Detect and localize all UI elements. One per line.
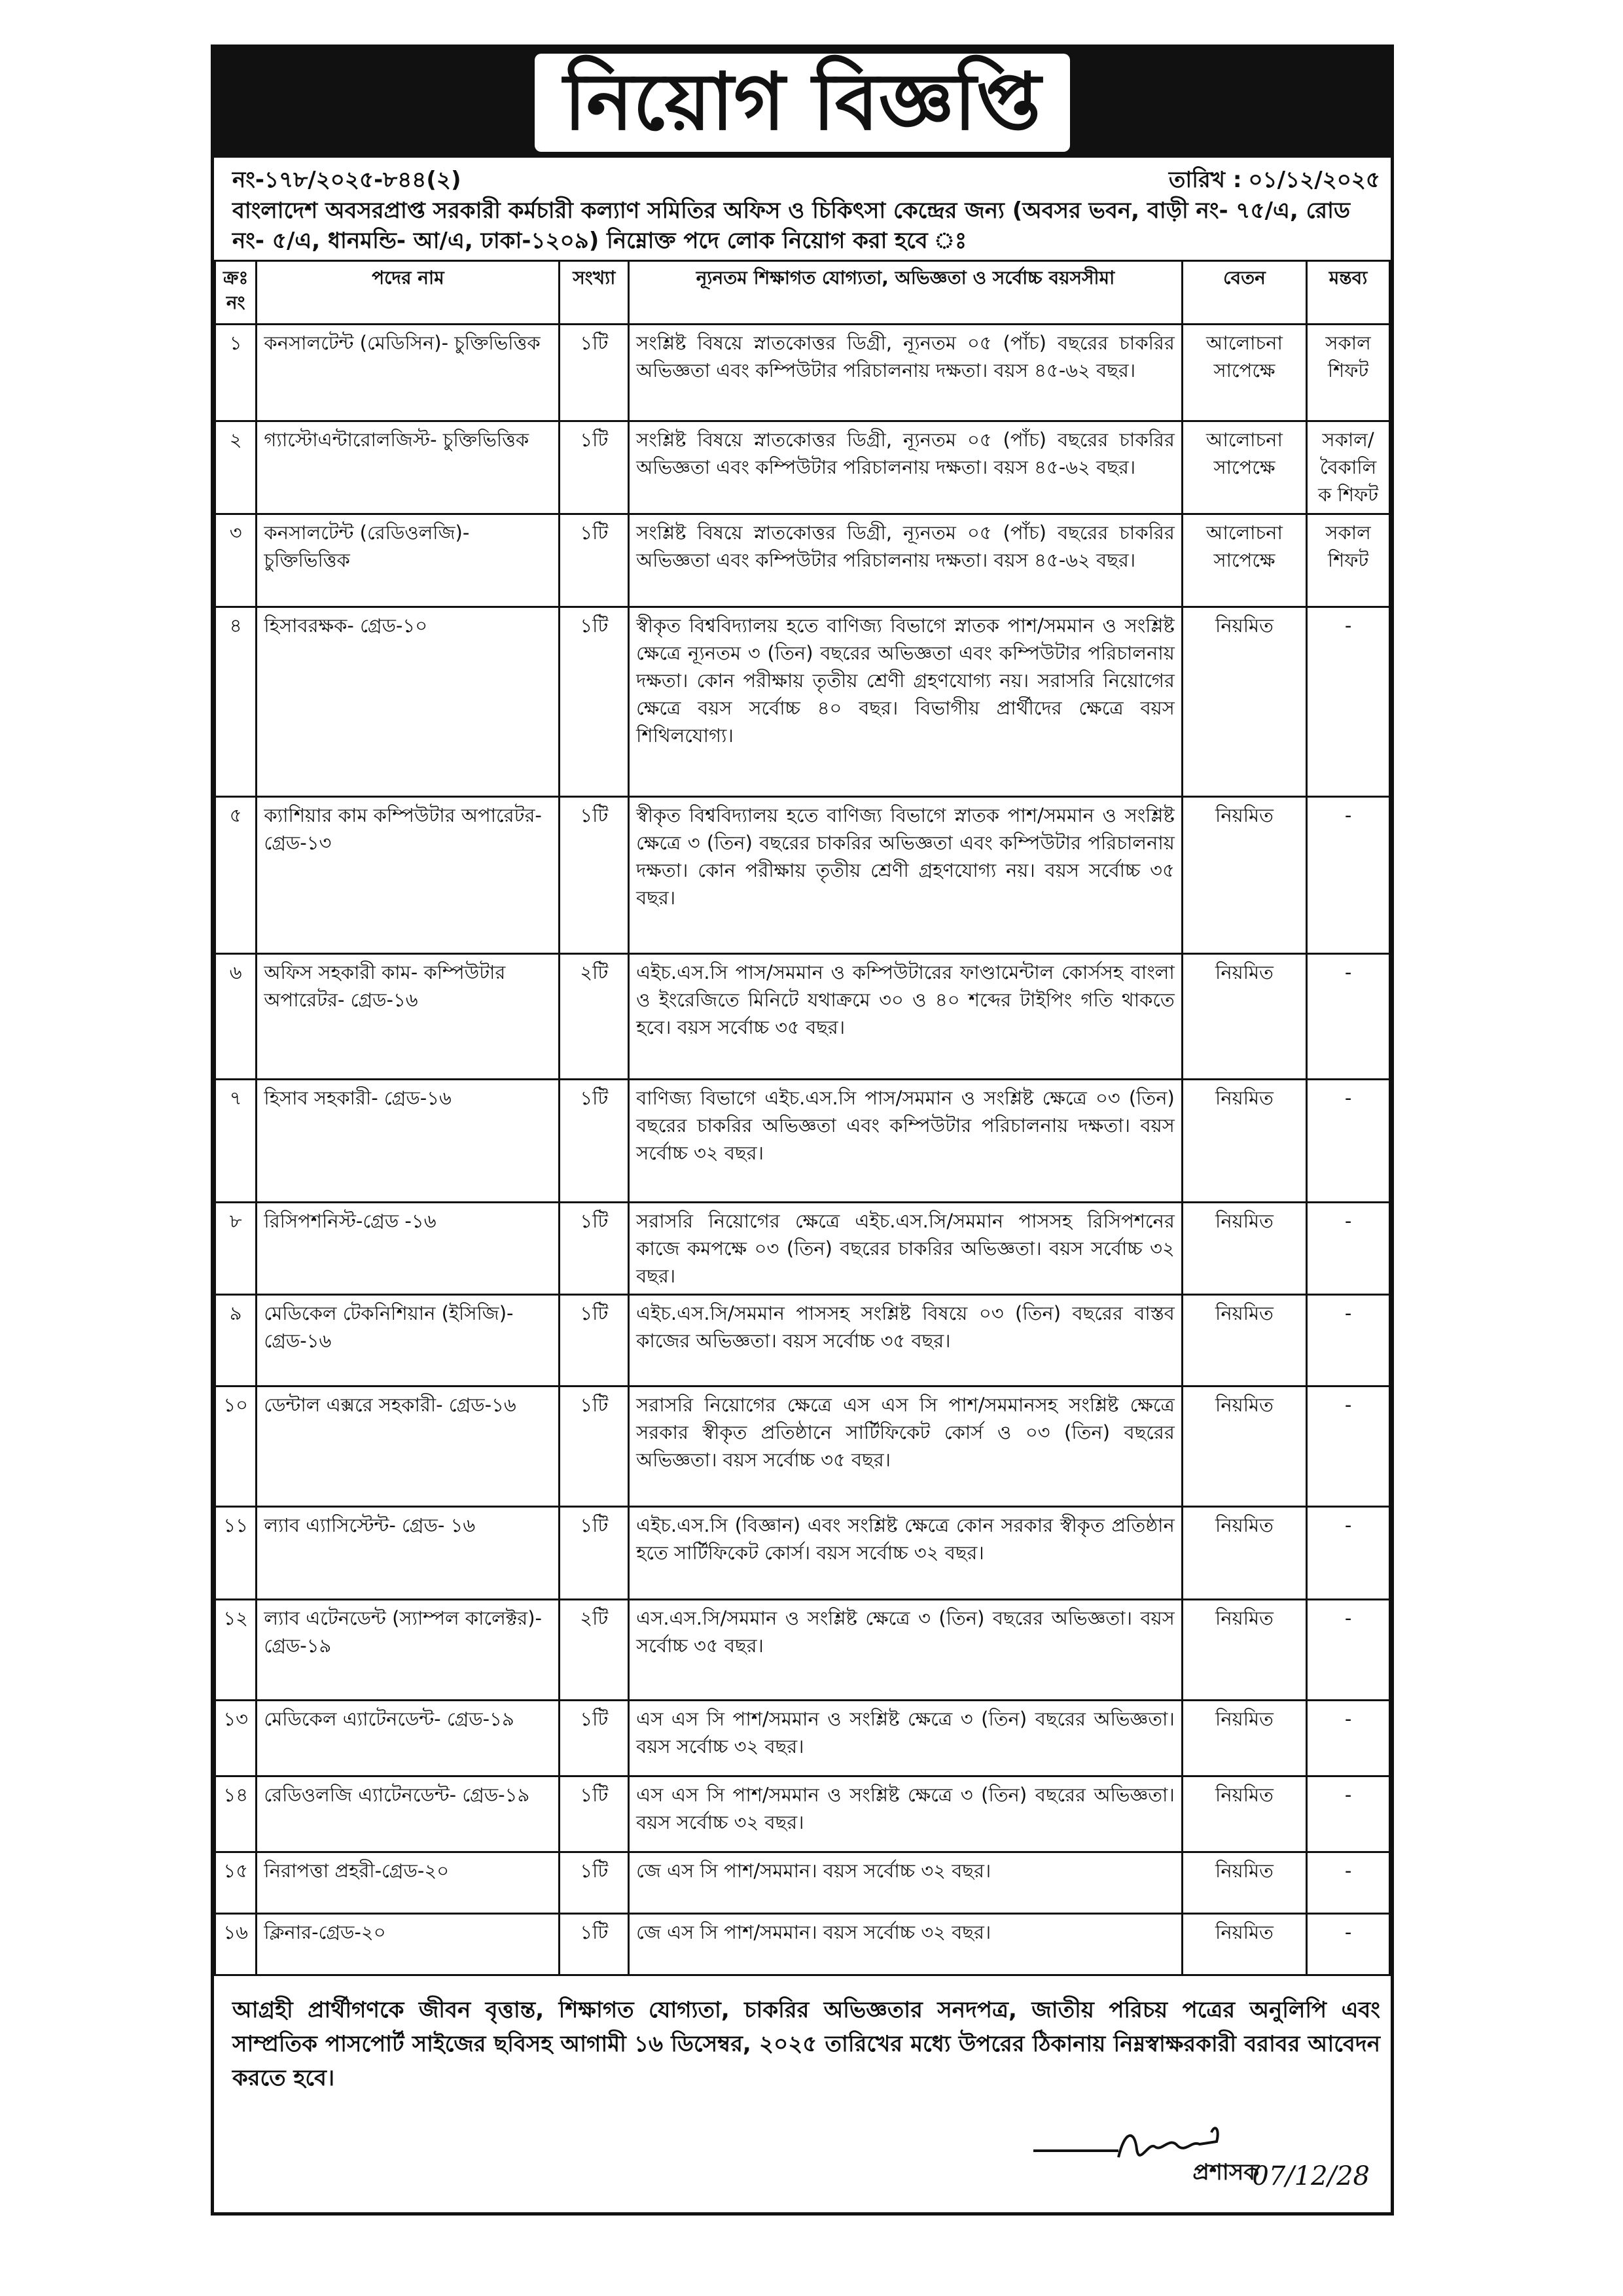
cell-post: ল্যাব এ্যাসিস্টেন্ট- গ্রেড- ১৬ xyxy=(257,1507,560,1600)
cell-pay: নিয়মিত xyxy=(1182,1203,1306,1295)
cell-sl: ২ xyxy=(215,421,257,514)
cell-req: এস.এস.সি/সমমান ও সংশ্লিষ্ট ক্ষেত্রে ৩ (তিন) বছরের অভিজ্ঞতা। বয়স সর্বোচ্চ ৩৫ বছর। xyxy=(629,1600,1183,1701)
cell-remark: - xyxy=(1307,1080,1390,1203)
cell-post: মেডিকেল টেকনিশিয়ান (ইসিজি)- গ্রেড-১৬ xyxy=(257,1295,560,1386)
cell-remark: সকাল/ বৈকালিক শিফট xyxy=(1307,421,1390,514)
cell-remark: - xyxy=(1307,607,1390,797)
cell-sl: ১ xyxy=(215,325,257,421)
table-row xyxy=(215,1852,1390,1914)
cell-req: স্বীকৃত বিশ্ববিদ্যালয় হতে বাণিজ্য বিভাগে স্নাতক পাশ/সমমান ও সংশ্লিষ্ট ক্ষেত্রে ন্যূনতম ৩ (তিন) বছরের অভিজ্ঞতা এবং কম্পিউটার পরিচালনায় দক্ষতা। কোন পরীক্ষায় তৃতীয় শ্রেণী গ্রহণযোগ্য নয়। সরাসরি নিয়োগের ক্ষেত্রে বয়স সর্বোচ্চ ৪০ বছর। বিভাগীয় প্রার্থীদের ক্ষেত্রে বয়স শিথিলযোগ্য। xyxy=(629,607,1183,797)
cell-pay: নিয়মিত xyxy=(1182,1507,1306,1600)
cell-sl: ১১ xyxy=(215,1507,257,1600)
title-banner xyxy=(214,48,1391,158)
cell-req: এইচ.এস.সি/সমমান পাসসহ সংশ্লিষ্ট বিষয়ে ০৩ (তিন) বছরের বাস্তব কাজের অভিজ্ঞতা। বয়স সর্বোচ্চ ৩৫ বছর। xyxy=(629,1295,1183,1386)
cell-post: কনসালটেন্ট (মেডিসিন)- চুক্তিভিত্তিক xyxy=(257,325,560,421)
cell-qty: ২টি xyxy=(560,1600,629,1701)
cell-qty: ১টি xyxy=(560,1701,629,1776)
memo-number: নং-১৭৮/২০২৫-৮৪৪(২) xyxy=(232,167,461,193)
cell-sl: ১৫ xyxy=(215,1852,257,1914)
notice-sheet xyxy=(211,44,1394,2216)
table-row xyxy=(215,325,1390,421)
cell-pay: নিয়মিত xyxy=(1182,797,1306,954)
cell-remark: - xyxy=(1307,954,1390,1080)
cell-sl: ১৬ xyxy=(215,1914,257,1975)
signature-date: 07/12/28 xyxy=(1252,2161,1370,2191)
cell-remark: - xyxy=(1307,1776,1390,1852)
cell-qty: ১টি xyxy=(560,1507,629,1600)
cell-pay: নিয়মিত xyxy=(1182,607,1306,797)
cell-qty: ১টি xyxy=(560,514,629,607)
cell-pay: নিয়মিত xyxy=(1182,1776,1306,1852)
cell-sl: ১৩ xyxy=(215,1701,257,1776)
cell-remark: - xyxy=(1307,797,1390,954)
header-serial: ক্রঃ নং xyxy=(215,261,257,325)
cell-req: এইচ.এস.সি (বিজ্ঞান) এবং সংশ্লিষ্ট ক্ষেত্রে কোন সরকার স্বীকৃত প্রতিষ্ঠান হতে সার্টিফিকেট কোর্স। বয়স সর্বোচ্চ ৩২ বছর। xyxy=(629,1507,1183,1600)
cell-req: বাণিজ্য বিভাগে এইচ.এস.সি পাস/সমমান ও সংশ্লিষ্ট ক্ষেত্রে ০৩ (তিন) বছরের চাকরির অভিজ্ঞতা এবং কম্পিউটার পরিচালনায় দক্ষতা। বয়স সর্বোচ্চ ৩২ বছর। xyxy=(629,1080,1183,1203)
cell-req: স্বীকৃত বিশ্ববিদ্যালয় হতে বাণিজ্য বিভাগে স্নাতক পাশ/সমমান ও সংশ্লিষ্ট ক্ষেত্রে ৩ (তিন) বছরের চাকরির অভিজ্ঞতা এবং কম্পিউটার পরিচালনায় দক্ষতা। কোন পরীক্ষায় তৃতীয় শ্রেণী গ্রহণযোগ্য নয়। বয়স সর্বোচ্চ ৩৫ বছর। xyxy=(629,797,1183,954)
table-row xyxy=(215,797,1390,954)
cell-qty: ১টি xyxy=(560,1080,629,1203)
signature-block xyxy=(1020,2104,1374,2202)
cell-req: সংশ্লিষ্ট বিষয়ে স্নাতকোত্তর ডিগ্রী, ন্যূনতম ০৫ (পাঁচ) বছরের চাকরির অভিজ্ঞতা এবং কম্পিউটার পরিচালনায় দক্ষতা। বয়স ৪৫-৬২ বছর। xyxy=(629,325,1183,421)
cell-qty: ১টি xyxy=(560,1386,629,1507)
cell-post: ডেন্টাল এক্সরে সহকারী- গ্রেড-১৬ xyxy=(257,1386,560,1507)
vacancy-rows xyxy=(215,325,1390,1975)
cell-remark: - xyxy=(1307,1507,1390,1600)
header-salary: বেতন xyxy=(1182,261,1306,325)
cell-req: সংশ্লিষ্ট বিষয়ে স্নাতকোত্তর ডিগ্রী, ন্যূনতম ০৫ (পাঁচ) বছরের চাকরির অভিজ্ঞতা এবং কম্পিউটার পরিচালনায় দক্ষতা। বয়স ৪৫-৬২ বছর। xyxy=(629,514,1183,607)
cell-req: এস এস সি পাশ/সমমান ও সংশ্লিষ্ট ক্ষেত্রে ৩ (তিন) বছরের অভিজ্ঞতা। বয়স সর্বোচ্চ ৩২ বছর। xyxy=(629,1701,1183,1776)
table-row xyxy=(215,421,1390,514)
cell-sl: ৫ xyxy=(215,797,257,954)
signatory-title: প্রশাসক xyxy=(1192,2159,1259,2185)
cell-remark: সকাল শিফট xyxy=(1307,325,1390,421)
cell-post: ক্লিনার-গ্রেড-২০ xyxy=(257,1914,560,1975)
cell-remark: - xyxy=(1307,1852,1390,1914)
cell-req: জে এস সি পাশ/সমমান। বয়স সর্বোচ্চ ৩২ বছর। xyxy=(629,1914,1183,1975)
cell-qty: ১টি xyxy=(560,797,629,954)
cell-remark: - xyxy=(1307,1386,1390,1507)
table-row xyxy=(215,1386,1390,1507)
cell-sl: ৬ xyxy=(215,954,257,1080)
table-row xyxy=(215,1203,1390,1295)
table-row xyxy=(215,1080,1390,1203)
cell-pay: নিয়মিত xyxy=(1182,1701,1306,1776)
cell-sl: ১৪ xyxy=(215,1776,257,1852)
header-quantity: সংখ্যা xyxy=(560,261,629,325)
cell-req: এস এস সি পাশ/সমমান ও সংশ্লিষ্ট ক্ষেত্রে ৩ (তিন) বছরের অভিজ্ঞতা। বয়স সর্বোচ্চ ৩২ বছর। xyxy=(629,1776,1183,1852)
cell-post: কনসালটেন্ট (রেডিওলজি)- চুক্তিভিত্তিক xyxy=(257,514,560,607)
cell-remark: - xyxy=(1307,1701,1390,1776)
cell-sl: ১০ xyxy=(215,1386,257,1507)
table-row xyxy=(215,1776,1390,1852)
cell-pay: আলোচনা সাপেক্ষে xyxy=(1182,421,1306,514)
table-row xyxy=(215,954,1390,1080)
cell-pay: নিয়মিত xyxy=(1182,1295,1306,1386)
cell-req: সরাসরি নিয়োগের ক্ষেত্রে এইচ.এস.সি/সমমান পাসসহ রিসিপশনের কাজে কমপক্ষে ০৩ (তিন) বছরের চাকরির অভিজ্ঞতা। বয়স সর্বোচ্চ ৩২ বছর। xyxy=(629,1203,1183,1295)
table-row xyxy=(215,1914,1390,1975)
intro-paragraph: বাংলাদেশ অবসরপ্রাপ্ত সরকারী কর্মচারী কল্যাণ সমিতির অফিস ও চিকিৎসা কেন্দ্রের জন্য (অবসর ভবন, বাড়ী নং- ৭৫/এ, রোড নং- ৫/এ, ধানমন্ডি- আ/এ, ঢাকা-১২০৯) নিম্নোক্ত পদে লোক নিয়োগ করা হবে ঃ xyxy=(232,198,1351,254)
cell-post: গ্যাস্টোএন্টারোলজিস্ট- চুক্তিভিত্তিক xyxy=(257,421,560,514)
cell-qty: ১টি xyxy=(560,421,629,514)
cell-qty: ১টি xyxy=(560,1295,629,1386)
cell-sl: ৭ xyxy=(215,1080,257,1203)
cell-post: নিরাপত্তা প্রহরী-গ্রেড-২০ xyxy=(257,1852,560,1914)
cell-qty: ১টি xyxy=(560,1914,629,1975)
table-row xyxy=(215,1295,1390,1386)
cell-pay: আলোচনা সাপেক্ষে xyxy=(1182,325,1306,421)
cell-sl: ৪ xyxy=(215,607,257,797)
cell-post: মেডিকেল এ্যাটেনডেন্ট- গ্রেড-১৯ xyxy=(257,1701,560,1776)
cell-qty: ১টি xyxy=(560,607,629,797)
header-remarks: মন্তব্য xyxy=(1307,261,1390,325)
table-row xyxy=(215,514,1390,607)
cell-sl: ১২ xyxy=(215,1600,257,1701)
cell-req: সংশ্লিষ্ট বিষয়ে স্নাতকোত্তর ডিগ্রী, ন্যূনতম ০৫ (পাঁচ) বছরের চাকরির অভিজ্ঞতা এবং কম্পিউটার পরিচালনায় দক্ষতা। বয়স ৪৫-৬২ বছর। xyxy=(629,421,1183,514)
table-row xyxy=(215,1507,1390,1600)
header-requirements: ন্যূনতম শিক্ষাগত যোগ্যতা, অভিজ্ঞতা ও সর্বোচ্চ বয়সসীমা xyxy=(629,261,1183,325)
cell-pay: নিয়মিত xyxy=(1182,1386,1306,1507)
table-header-row xyxy=(215,261,1390,325)
cell-remark: - xyxy=(1307,1600,1390,1701)
cell-pay: নিয়মিত xyxy=(1182,1080,1306,1203)
cell-remark: - xyxy=(1307,1295,1390,1386)
cell-qty: ১টি xyxy=(560,1203,629,1295)
cell-sl: ৩ xyxy=(215,514,257,607)
cell-req: এইচ.এস.সি পাস/সমমান ও কম্পিউটারের ফাণ্ডামেন্টাল কোর্সসহ বাংলা ও ইংরেজিতে মিনিটে যথাক্রমে ৩০ ও ৪০ শব্দের টাইপিং গতি থাকতে হবে। বয়স সর্বোচ্চ ৩৫ বছর। xyxy=(629,954,1183,1080)
cell-pay: নিয়মিত xyxy=(1182,1914,1306,1975)
memo-line xyxy=(214,158,1391,196)
vacancy-table xyxy=(214,260,1391,1976)
notice-title: নিয়োগ বিজ্ঞপ্তি xyxy=(535,54,1069,152)
cell-pay: নিয়মিত xyxy=(1182,1600,1306,1701)
cell-post: হিসাবরক্ষক- গ্রেড-১০ xyxy=(257,607,560,797)
cell-pay: নিয়মিত xyxy=(1182,1852,1306,1914)
table-row xyxy=(215,1701,1390,1776)
application-instructions: আগ্রহী প্রার্থীগণকে জীবন বৃত্তান্ত, শিক্ষাগত যোগ্যতা, চাকরির অভিজ্ঞতার সনদপত্র, জাতীয় পরিচয় পত্রের অনুলিপি এবং সাম্প্রতিক পাসপোর্ট সাইজের ছবিসহ আগামী ১৬ ডিসেম্বর, ২০২৫ তারিখের মধ্যে উপরের ঠিকানায় নিম্নস্বাক্ষরকারী বরাবর আবেদন করতে হবে। xyxy=(232,1997,1380,2091)
cell-sl: ৯ xyxy=(215,1295,257,1386)
cell-post: রিসিপশনিস্ট-গ্রেড -১৬ xyxy=(257,1203,560,1295)
table-row xyxy=(215,1600,1390,1701)
cell-remark: সকাল শিফট xyxy=(1307,514,1390,607)
cell-req: জে এস সি পাশ/সমমান। বয়স সর্বোচ্চ ৩২ বছর। xyxy=(629,1852,1183,1914)
cell-qty: ১টি xyxy=(560,1776,629,1852)
cell-post: ক্যাশিয়ার কাম কম্পিউটার অপারেটর- গ্রেড-১৩ xyxy=(257,797,560,954)
cell-post: ল্যাব এটেনডেন্ট (স্যাম্পল কালেক্টর)-গ্রেড-১৯ xyxy=(257,1600,560,1701)
cell-remark: - xyxy=(1307,1203,1390,1295)
date-label: তারিখ : xyxy=(1168,167,1242,193)
cell-post: অফিস সহকারী কাম- কম্পিউটার অপারেটর- গ্রেড-১৬ xyxy=(257,954,560,1080)
cell-req: সরাসরি নিয়োগের ক্ষেত্রে এস এস সি পাশ/সমমানসহ সংশ্লিষ্ট ক্ষেত্রে সরকার স্বীকৃত প্রতিষ্ঠানে সার্টিফিকেট কোর্স ও ০৩ (তিন) বছরের অভিজ্ঞতা। বয়স সর্বোচ্চ ৩৫ বছর। xyxy=(629,1386,1183,1507)
date-value: ০১/১২/২০২৫ xyxy=(1248,167,1380,193)
cell-pay: আলোচনা সাপেক্ষে xyxy=(1182,514,1306,607)
cell-post: রেডিওলজি এ্যাটেনডেন্ট- গ্রেড-১৯ xyxy=(257,1776,560,1852)
header-post: পদের নাম xyxy=(257,261,560,325)
notice-date xyxy=(1169,164,1380,196)
cell-pay: নিয়মিত xyxy=(1182,954,1306,1080)
cell-qty: ১টি xyxy=(560,1852,629,1914)
cell-post: হিসাব সহকারী- গ্রেড-১৬ xyxy=(257,1080,560,1203)
cell-sl: ৮ xyxy=(215,1203,257,1295)
cell-qty: ১টি xyxy=(560,325,629,421)
cell-remark: - xyxy=(1307,1914,1390,1975)
table-row xyxy=(215,607,1390,797)
cell-qty: ২টি xyxy=(560,954,629,1080)
